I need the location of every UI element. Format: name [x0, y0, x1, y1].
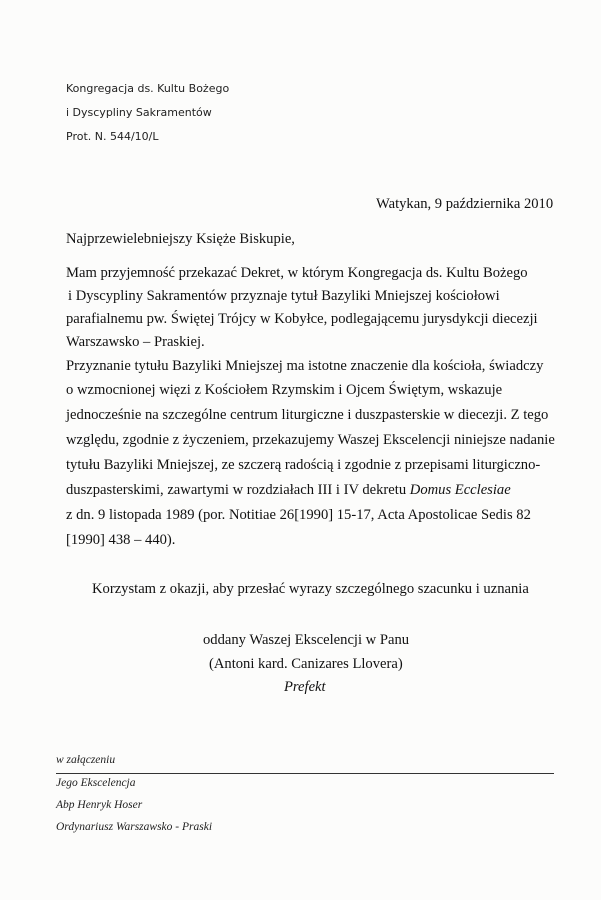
paragraph2-line: jednocześnie na szczególne centrum liturgiczne i duszpasterskie w diecezji. Z tego [66, 407, 549, 423]
paragraph2-line: z dn. 9 listopada 1989 (por. Notitiae 26[1990] 15-17, Acta Apostolicae Sedis 82 [66, 507, 531, 523]
paragraph2-line: tytułu Bazyliki Mniejszej, ze szczerą radością i zgodnie z przepisami liturgiczno- [66, 457, 541, 473]
paragraph1-line: i Dyscypliny Sakramentów przyznaje tytuł Bazyliki Mniejszej kościołowi [68, 288, 500, 304]
paragraph2-line [66, 481, 511, 499]
recipient-line-2: Abp Henryk Hoser [56, 799, 143, 811]
protocol-number: Prot. N. 544/10/L [66, 130, 159, 143]
paragraph2-line: Przyznanie tytułu Bazyliki Mniejszej ma istotne znaczenie dla kościoła, świadczy [66, 358, 544, 374]
signature-title: Prefekt [284, 679, 326, 695]
date-line: Watykan, 9 października 2010 [376, 196, 554, 212]
salutation: Najprzewielebniejszy Księże Biskupie, [66, 231, 295, 247]
document-title-italic: Domus Ecclesiae [409, 482, 511, 498]
divider-line [56, 773, 554, 774]
sender-line-1: Kongregacja ds. Kultu Bożego [66, 82, 230, 95]
paragraph2-line: [1990] 438 – 440). [66, 532, 176, 548]
paragraph2-line: o wzmocnionej więzi z Kościołem Rzymskim i Ojcem Świętym, wskazuje [66, 382, 503, 398]
signature-line-1: oddany Waszej Ekscelencji w Panu [203, 632, 410, 648]
paragraph1-line: Warszawsko – Praskiej. [66, 334, 205, 350]
paragraph1-line: Mam przyjemność przekazać Dekret, w którym Kongregacja ds. Kultu Bożego [66, 265, 528, 281]
signature-line-2: (Antoni kard. Canizares Llovera) [209, 656, 403, 672]
sender-line-2: i Dyscypliny Sakramentów [66, 106, 212, 119]
paragraph2-line: względu, zgodnie z życzeniem, przekazujemy Waszej Ekscelencji niniejsze nadanie [66, 432, 555, 448]
enclosure-label: w załączeniu [56, 754, 116, 766]
paragraph2-line6-text: duszpasterskimi, zawartymi w rozdziałach III i IV dekretu [66, 482, 410, 498]
paragraph1-line: parafialnemu pw. Świętej Trójcy w Kobyłce, podlegającemu jurysdykcji diecezji [66, 311, 538, 327]
recipient-line-1: Jego Ekscelencja [56, 777, 136, 789]
closing-line: Korzystam z okazji, aby przesłać wyrazy szczególnego szacunku i uznania [92, 581, 529, 597]
recipient-line-3: Ordynariusz Warszawsko - Praski [56, 821, 213, 833]
